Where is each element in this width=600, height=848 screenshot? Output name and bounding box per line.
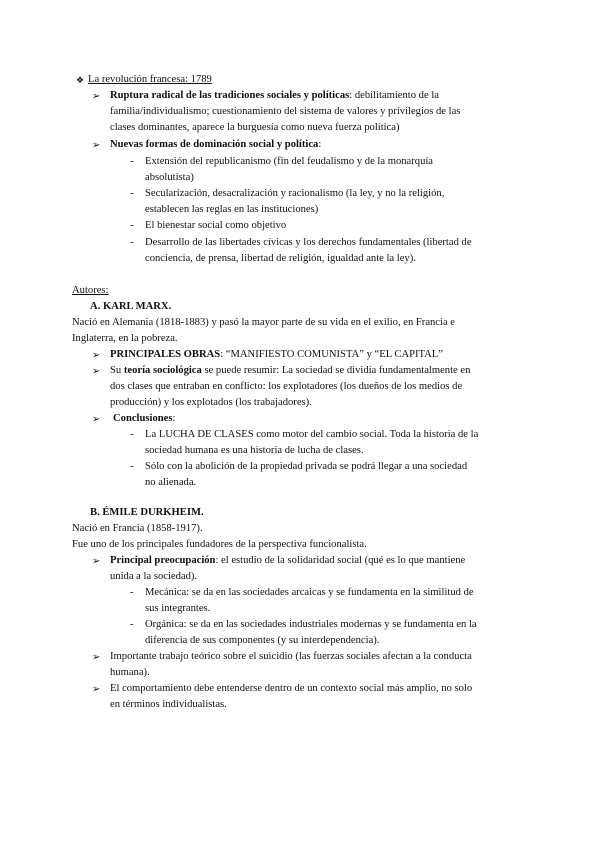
marx-obras-text: : “MANIFIESTO COMUNISTA” y “EL CAPITAL”	[220, 349, 443, 360]
durkheim-comportamiento-line-2: en términos individualistas.	[110, 699, 227, 710]
ruptura-line-2: familia/individualismo; cuestionamiento del sistema de valores y privilegios de las	[110, 106, 461, 117]
ruptura-text: : debilitamiento de la	[349, 90, 439, 101]
revolucion-heading: La revolución francesa: 1789	[88, 74, 212, 85]
durkheim-bio-line-1: Nació en Francia (1858-1917).	[72, 523, 203, 534]
durkheim-bio-line-2: Fue uno de los principales fundadores de la perspectiva funcionalista.	[72, 539, 367, 550]
marx-concl-1-line-1: La LUCHA DE CLASES como motor del cambio social. Toda la historia de la	[145, 429, 479, 440]
dash-bullet: -	[130, 237, 134, 248]
durkheim-title	[90, 505, 204, 521]
nuevas-item-4-line-1: Desarrollo de las libertades cívicas y los derechos fundamentales (libertad de	[145, 237, 472, 248]
ruptura-bold: Ruptura radical de las tradiciones sociales y políticas	[110, 90, 350, 101]
durkheim-solid-1-line-2: sus integrantes.	[145, 603, 211, 614]
nuevas-item-1-line-2: absolutista)	[145, 172, 194, 183]
arrow-bullet-icon: ➢	[92, 652, 101, 663]
marx-teoria-text: se puede resumir: La sociedad se dividía fundamentalmente en	[201, 365, 471, 376]
ruptura-line-1	[110, 88, 439, 104]
marx-teoria-pre: Su	[110, 365, 124, 376]
dash-bullet: -	[130, 587, 134, 598]
marx-concl-2-line-2: no alienada.	[145, 477, 197, 488]
nuevas-item-2-line-1: Secularización, desacralización y racionalismo (la ley, y no la religión,	[145, 188, 445, 199]
durkheim-preocupacion-line-1	[110, 553, 465, 569]
arrow-bullet-icon: ➢	[92, 91, 101, 102]
durkheim-solid-2-line-1: Orgánica: se da en las sociedades industriales modernas y se fundamenta en la	[145, 619, 477, 630]
durkheim-solid-2-line-2: diferencia de sus componentes (y su interdependencia).	[145, 635, 380, 646]
durkheim-preocupacion-bold: Principal preocupación	[110, 555, 216, 566]
nuevas-item-3-line-1: El bienestar social como objetivo	[145, 220, 287, 231]
durkheim-suicidio-line-2: humana).	[110, 667, 150, 678]
durkheim-solid-1-line-1: Mecánica: se da en las sociedades arcaicas y se fundamenta en la similitud de	[145, 587, 474, 598]
marx-title	[90, 299, 171, 315]
dash-bullet: -	[130, 156, 134, 167]
marx-teoria-line-2: dos clases que entraban en conflicto: los explotadores (los dueños de los medios de	[110, 381, 463, 392]
marx-concl-2-line-1: Sólo con la abolición de la propiedad privada se podrá llegar a una sociedad	[145, 461, 468, 472]
nuevas-item-1-line-1: Extensión del republicanismo (fin del feudalismo y de la monarquía	[145, 156, 434, 167]
dash-bullet: -	[130, 188, 134, 199]
nuevas-item-2-line-2: establecen las reglas en las instituciones)	[145, 204, 319, 215]
arrow-bullet-icon: ➢	[92, 556, 101, 567]
arrow-bullet-icon: ➢	[92, 684, 101, 695]
marx-teoria-line-3: producción) y los explotados (los trabajadores).	[110, 397, 312, 408]
marx-concl-1-line-2: sociedad humana es una historia de lucha de clases.	[145, 445, 364, 456]
marx-conclusiones-colon: :	[172, 413, 176, 424]
marx-obras-bold: PRINCIPALES OBRAS	[110, 349, 221, 360]
dash-bullet: -	[130, 220, 134, 231]
nuevas-item-4-line-2: conciencia, de prensa, libertad de religión, igualdad ante la ley).	[145, 253, 416, 264]
marx-obras-line	[110, 347, 443, 363]
marx-title-text: A. KARL MARX.	[90, 301, 172, 312]
durkheim-comportamiento-line-1: El comportamiento debe entenderse dentro de un contexto social más amplio, no solo	[110, 683, 473, 694]
durkheim-preocupacion-line-2: unida a la sociedad).	[110, 571, 198, 582]
marx-teoria-line-1	[110, 363, 470, 379]
marx-conclusiones-bold: Conclusiones	[113, 413, 173, 424]
marx-conclusiones-line	[113, 411, 175, 427]
diamond-bullet-icon: ❖	[76, 76, 85, 86]
nuevas-colon: :	[318, 139, 322, 150]
arrow-bullet-icon: ➢	[92, 350, 101, 361]
ruptura-line-3: clases dominantes, aparece la burguesía como nueva fuerza política)	[110, 122, 400, 133]
durkheim-title-text: B. ÉMILE DURKHEIM.	[90, 507, 204, 518]
arrow-bullet-icon: ➢	[92, 366, 101, 377]
durkheim-preocupacion-text: : el estudio de la solidaridad social (qué es lo que mantiene	[215, 555, 466, 566]
autores-heading: Autores:	[72, 285, 109, 296]
marx-teoria-bold: teoría sociológica	[123, 365, 202, 376]
marx-bio-line-2: Inglaterra, en la pobreza.	[72, 333, 178, 344]
dash-bullet: -	[130, 461, 134, 472]
dash-bullet: -	[130, 619, 134, 630]
durkheim-suicidio-line-1: Importante trabajo teórico sobre el suicidio (las fuerzas sociales afectan a la conducta	[110, 651, 472, 662]
nuevas-formas-bold: Nuevas formas de dominación social y política	[110, 139, 319, 150]
arrow-bullet-icon: ➢	[92, 414, 101, 425]
dash-bullet: -	[130, 429, 134, 440]
arrow-bullet-icon: ➢	[92, 140, 101, 151]
marx-bio-line-1: Nació en Alemania (1818-1883) y pasó la mayor parte de su vida en el exilio, en Francia e	[72, 317, 456, 328]
nuevas-formas-line	[110, 137, 321, 153]
